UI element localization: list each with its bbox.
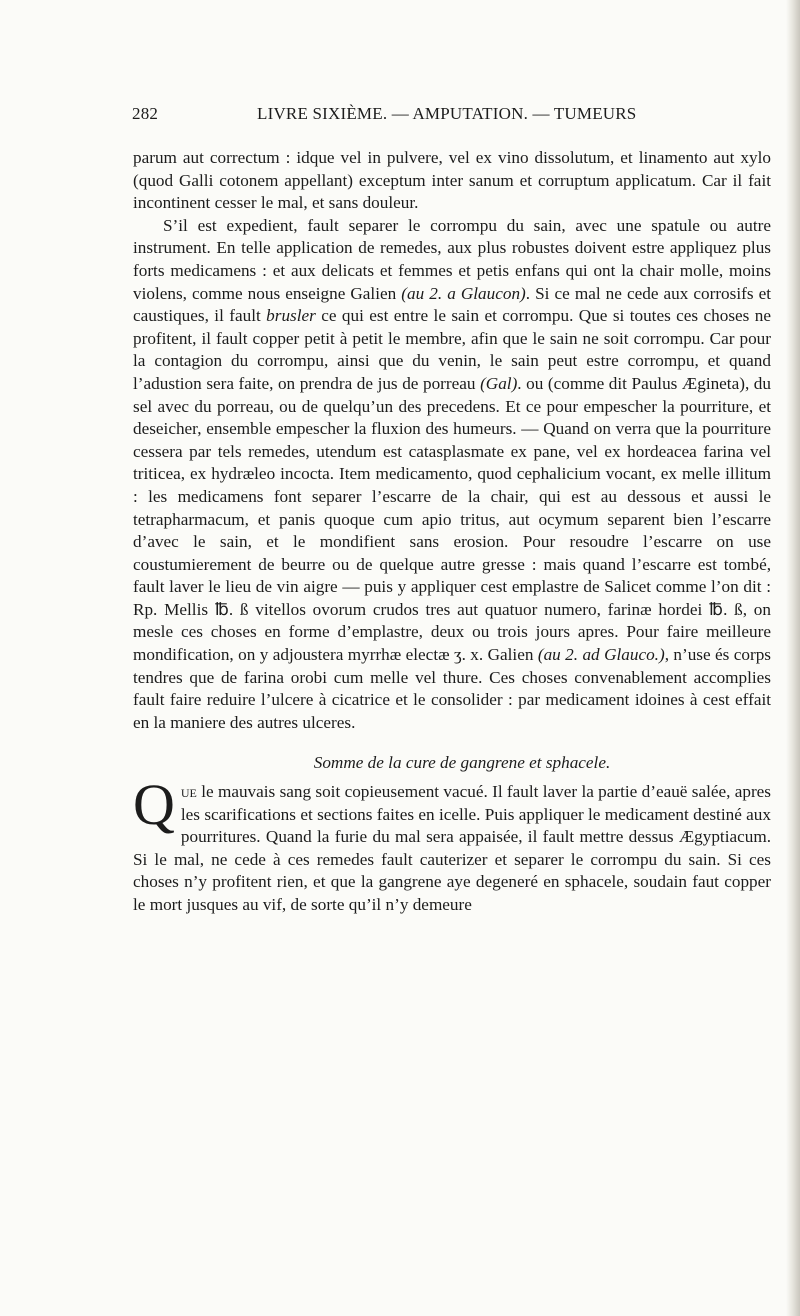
text-run: , n’use és corps tendres que de farina orobi cum melle vel thure. Ces choses convenablement accomplies fault faire reduire l’ulcere à cicatrice et le consolider : par medicament idoines à cest effait en la maniere des autres ulceres. (133, 645, 771, 732)
emphasis-brusler: brusler (266, 306, 316, 326)
page-body (133, 147, 771, 917)
text-run: ce qui est entre le sain et corrompu. Que si toutes ces choses ne profitent, il fault copper petit à petit le membre, afin que le sain ne soit corrompu. Car pour la contagion du corrompu, ainsi que du venin, le sain peut estre corrompu, et quand l’adustion sera faite, on prendra de jus de porreau (133, 306, 771, 393)
citation-gal: (Gal) (480, 373, 518, 393)
paragraph-expedient (133, 215, 771, 735)
drop-cap: Q (133, 772, 175, 838)
text-run: S’il est expedient, fault separer le corrompu du sain, avec une spatule ou autre instrument. En telle application de remedes, aux plus robustes doivent estre appliquez plus forts medicamens : et aux delicats et femmes et petis enfans qui ont la chair molle, moins violens, comme nous enseigne Galien (133, 215, 771, 303)
page-number: 282 (132, 104, 159, 123)
running-title: LIVRE SIXIÈME. — AMPUTATION. — TUMEURS (257, 104, 637, 123)
paragraph-continued: parum aut correctum : idque vel in pulvere, vel ex vino dissolutum, et linamento aut xylo (quod Galli cotonem appellant) exceptum inter sanum et corruptum applicatum. Car il fait incontinent cesser le mal, et sans douleur. (133, 148, 771, 213)
citation-galien-glauco: (au 2. ad Glauco.) (537, 645, 665, 665)
text-run: le mauvais sang soit copieusement vacué. Il fault laver la partie d’eauë salée, apres les scarifications et sections faites en icelle. Puis appliquer le medicament destiné aux pourritures. Quand la furie du mal sera appaisée, il fault mettre dessus Ægyptiacum. Si le mal, ne cede à ces remedes fault cauterizer et separer le corrompu du sain. Si ces choses n’y profitent rien, et que la gangrene aye degeneré en sphacele, soudain faut copper le mort jusques au vif, de sorte qu’il n’y demeure (133, 782, 771, 914)
running-header (132, 104, 772, 126)
text-run: . ou (comme dit Paulus Ægineta), du sel avec du porreau, ou de quelqu’un des precedens. Et ce pour empescher la pourriture, et deseicher, ensemble empescher la fluxion des humeurs. — Quand on verra que la pourriture cessera par tels remedes, utendum est catasplasmate ex pane, vel ex hordeacea farina vel triticea, ex hydræleo incocta. Item medicamento, quod cephalicium vocant, ex melle illitum : les medicamens font separer l’escarre de la chair, qui est au dessous et aussi le tetrapharmacum, et panis quoque cum apio tritus, aut ocymum separent bien l’escarre d’avec le sain, et le mondifient sans erosion. Pour resoudre l’escarre on use coustumierement de beurre ou de quelque autre gresse : mais quand l’escarre est tombé, fault laver le lieu de vin aigre — puis y appliquer cest emplastre de Salicet comme l’on dit : Rp. Mellis ℔. ß vitellos ovorum crudos tres aut quatuor numero, farinæ hordei ℔. ß, on mesle ces choses en forme d’emplastre, deux ou trois jours apres. Pour faire meilleure mondification, on y adjoustera myrrhæ electæ ʒ. x. Galien (133, 373, 771, 665)
page-edge-shadow (786, 0, 800, 1316)
section-heading: Somme de la cure de gangrene et sphacele. (313, 753, 611, 773)
paragraph-summary (133, 772, 771, 917)
citation-galien-glaucon: (au 2. a Glaucon) (401, 283, 526, 303)
opening-smallcaps: ue (180, 782, 197, 802)
text-run: . Si ce mal ne cede aux corrosifs et caustiques, il fault (133, 283, 771, 326)
